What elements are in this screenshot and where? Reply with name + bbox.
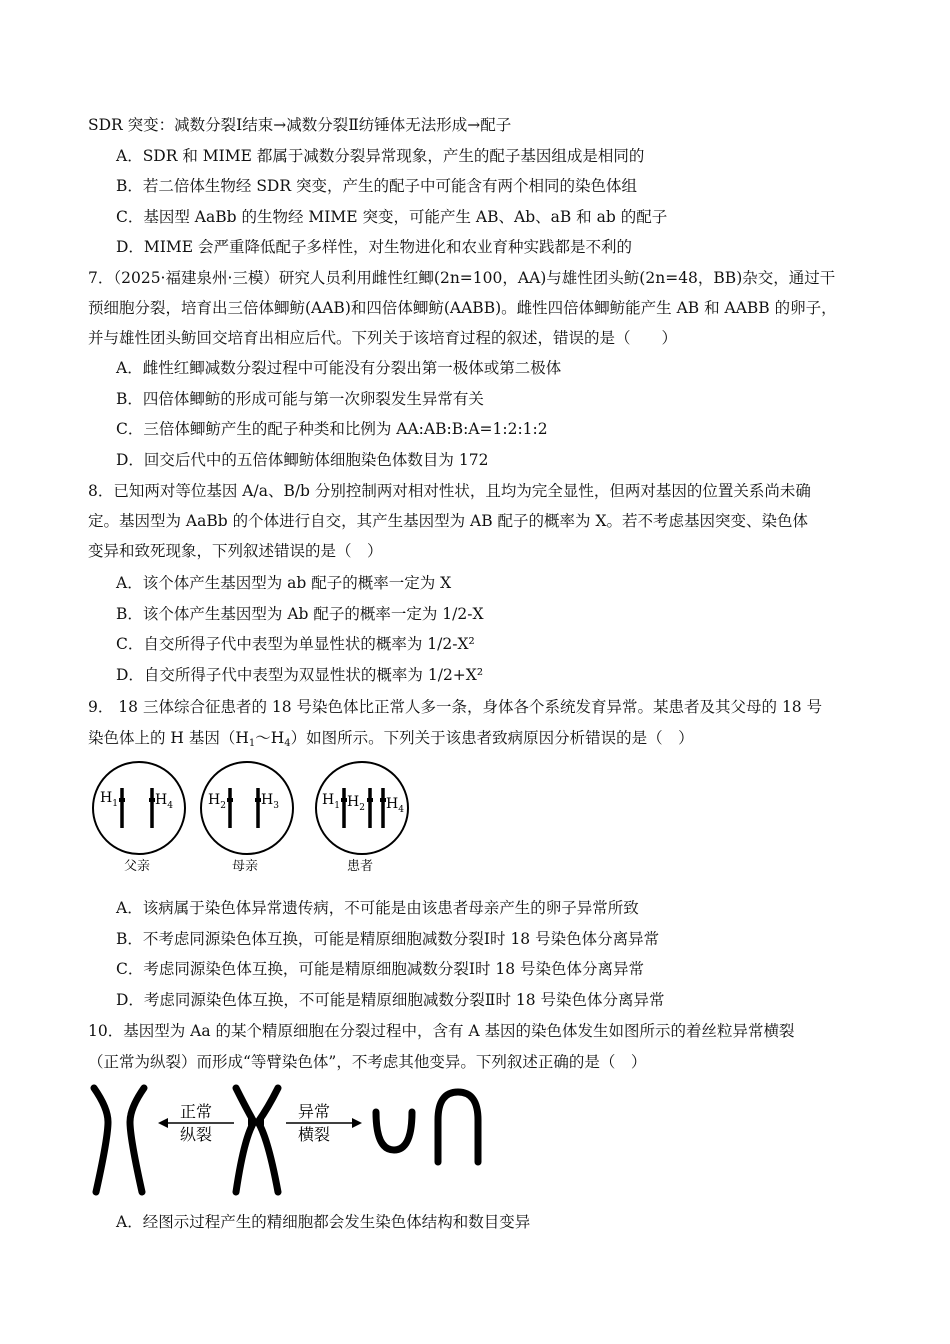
father-label: 父亲 — [124, 859, 151, 874]
option-c: C．基因型 AaBb 的生物经 MIME 突变，可能产生 AB、Ab、aB 和 ab 的配子 — [116, 208, 668, 226]
option-a: A．SDR 和 MIME 都属于减数分裂异常现象，产生的配子基因组成是相同的 — [116, 147, 645, 165]
father-cell — [93, 762, 185, 874]
mother-cell — [201, 762, 293, 874]
option-b: B．若二倍体生物经 SDR 突变，产生的配子中可能含有两个相同的染色体组 — [116, 177, 637, 195]
svg-text:H2: $H_2$ — [208, 792, 226, 811]
mother-label: 母亲 — [232, 859, 259, 874]
question-9-line-2: 染色体上的 H 基因$(H_1\sim H_4)$如图所示。下列关于该患者致病原因分析错误的是（ ） — [88, 729, 694, 749]
question-8-line-3: 变异和致死现象，下列叙述错误的是（ ） — [88, 542, 383, 560]
svg-text:H1: $H_1$ — [100, 790, 118, 809]
abnormal-label-1: 异常 — [298, 1102, 331, 1121]
isochromosome-u — [376, 1112, 412, 1150]
isochromosome-n — [438, 1092, 478, 1162]
option-d: D．MIME 会严重降低配子多样性，对生物进化和农业育种实践都是不利的 — [116, 238, 633, 256]
abnormal-label-2: 横裂 — [298, 1125, 331, 1144]
patient-label: 患者 — [347, 859, 374, 874]
svg-text:H4: $H_4$ — [155, 792, 173, 811]
question-7-line-3: 并与雄性团头鲂回交培育出相应后代。下列关于该培育过程的叙述，错误的是（ ） — [88, 329, 678, 347]
question-9-line-1: 9． 18 三体综合征患者的 18 号染色体比正常人多一条，身体各个系统发育异常。某患者及其父母的 18 号 — [88, 698, 823, 716]
question-7-line-2: 预细胞分裂，培育出三倍体鲫鲂(AAB)和四倍体鲫鲂(AABB)。雌性四倍体鲫鲂能产生 AB 和 AABB 的卵子， — [88, 299, 837, 317]
normal-split-chromatids — [94, 1088, 144, 1192]
q7-option-c: C．三倍体鲫鲂产生的配子种类和比例为 AA:AB:B:A=1:2:1:2 — [116, 420, 548, 438]
question-7-line-1: 7．（2025·福建泉州·三模）研究人员利用雌性红鲫(2n=100，AA)与雄性团头鲂(2n=48，BB)杂交，通过干 — [88, 269, 836, 287]
question-10-line-2: （正常为纵裂）而形成“等臂染色体”，不考虑其他变异。下列叙述正确的是（ ） — [88, 1053, 647, 1071]
q8-option-d: D．自交所得子代中表型为双显性状的概率为 1/2+X² — [116, 666, 484, 684]
text-line: SDR 突变：减数分裂Ⅰ结束→减数分裂Ⅱ纺锤体无法形成→配子 — [88, 116, 512, 134]
q9-option-c: C．考虑同源染色体互换，可能是精原细胞减数分裂Ⅰ时 18 号染色体分离异常 — [116, 960, 645, 978]
svg-text:H2: $H_2$ — [347, 794, 365, 813]
svg-text:H3: $H_3$ — [261, 792, 279, 811]
q8-option-b: B．该个体产生基因型为 Ab 配子的概率一定为 1/2-X — [116, 605, 484, 623]
chromosome-x — [236, 1088, 278, 1192]
q7-option-a: A．雌性红鲫减数分裂过程中可能没有分裂出第一极体或第二极体 — [116, 359, 562, 377]
q7-option-b: B．四倍体鲫鲂的形成可能与第一次卵裂发生异常有关 — [116, 390, 484, 408]
svg-text:H4: $H_4$ — [386, 796, 404, 815]
question-8-line-1: 8．已知两对等位基因 A/a、B/b 分别控制两对相对性状，且均为完全显性，但两对基因的位置关系尚未确 — [88, 482, 811, 500]
q9-option-a: A．该病属于染色体异常遗传病，不可能是由该患者母亲产生的卵子异常所致 — [116, 899, 639, 917]
centromere-division-figure — [86, 1080, 496, 1200]
q9-option-b: B．不考虑同源染色体互换，可能是精原细胞减数分裂Ⅰ时 18 号染色体分离异常 — [116, 930, 660, 948]
q10-option-a: A．经图示过程产生的精细胞都会发生染色体结构和数目变异 — [116, 1213, 531, 1231]
q7-option-d: D．回交后代中的五倍体鲫鲂体细胞染色体数目为 172 — [116, 451, 489, 469]
svg-text:H1: $H_1$ — [322, 792, 340, 811]
normal-label-1: 正常 — [180, 1102, 213, 1121]
q8-option-a: A．该个体产生基因型为 ab 配子的概率一定为 X — [116, 574, 452, 592]
q8-option-c: C．自交所得子代中表型为单显性状的概率为 1/2-X² — [116, 635, 475, 653]
normal-label-2: 纵裂 — [180, 1125, 213, 1144]
question-10-line-1: 10．基因型为 Aa 的某个精原细胞在分裂过程中，含有 A 基因的染色体发生如图所示的着丝粒异常横裂 — [88, 1022, 795, 1040]
chromosome-cells-figure — [90, 758, 420, 882]
q9-option-d: D．考虑同源染色体互换，不可能是精原细胞减数分裂Ⅱ时 18 号染色体分离异常 — [116, 991, 665, 1009]
patient-cell — [316, 762, 408, 874]
question-8-line-2: 定。基因型为 AaBb 的个体进行自交，其产生基因型为 AB 配子的概率为 X。若不考虑基因突变、染色体 — [88, 512, 809, 530]
